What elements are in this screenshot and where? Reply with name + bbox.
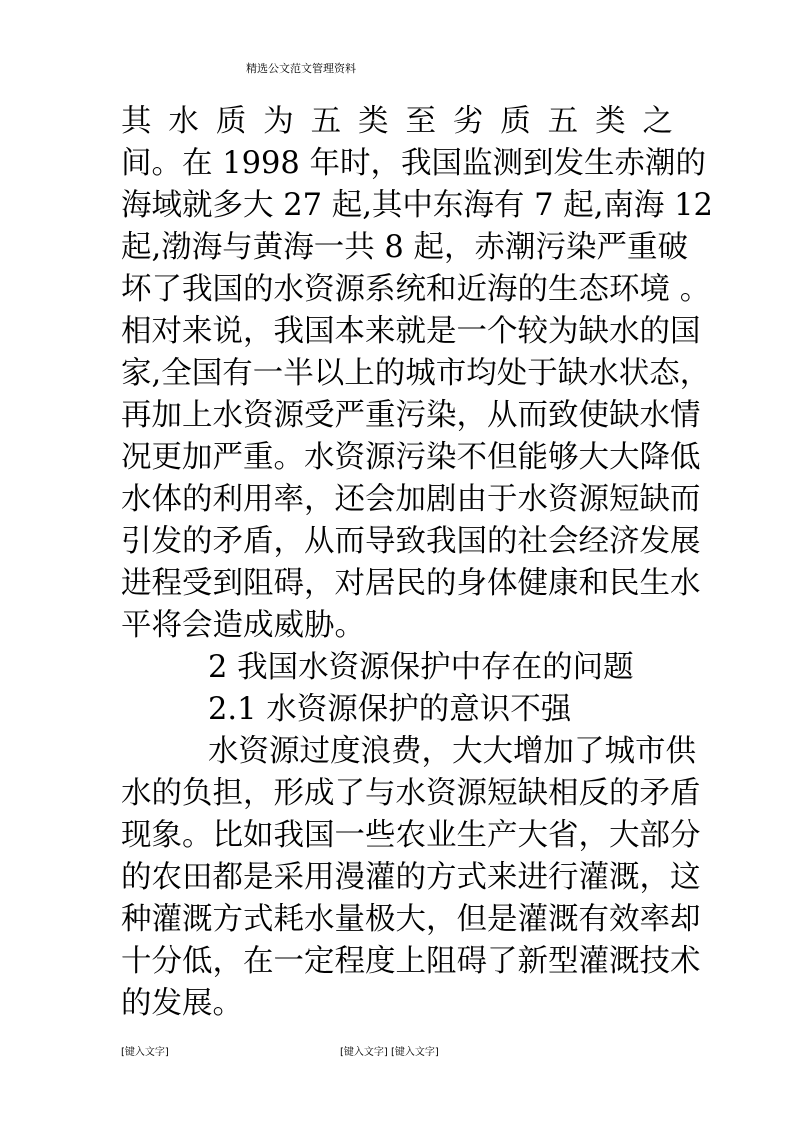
section-heading: 2 我国水资源保护中存在的问题 xyxy=(208,650,634,685)
text-line: 况更加严重。水资源污染不但能够大大降低 xyxy=(121,440,701,475)
text-line: 家,全国有一半以上的城市均处于缺水状态， xyxy=(121,356,711,391)
text-line: 平将会造成威胁。 xyxy=(121,608,365,643)
first-line-char: 其 xyxy=(121,104,152,139)
text-line: 坏了我国的水资源系统和近海的生态环境 。 xyxy=(121,272,711,307)
document-body xyxy=(121,101,713,1025)
text-line: 水资源过度浪费，大大增加了城市供 xyxy=(208,734,696,769)
text-line: 间。在 1998 年时，我国监测到发生赤潮的 xyxy=(121,146,707,181)
text-line: 水的负担，形成了与水资源短缺相反的矛盾 xyxy=(121,776,701,811)
text-line: 相对来说，我国本来就是一个较为缺水的国 xyxy=(121,314,701,349)
text-line: 现象。比如我国一些农业生产大省，大部分 xyxy=(121,818,701,853)
first-line-char: 水 xyxy=(168,104,199,139)
first-line-char: 劣 xyxy=(452,104,484,139)
first-line-char: 之 xyxy=(642,104,673,139)
first-line-char: 为 xyxy=(263,104,294,139)
page-header: 精选公文范文管理资料 xyxy=(246,62,356,75)
first-line-char: 至 xyxy=(405,104,436,139)
first-line-char: 质 xyxy=(500,104,531,139)
text-line: 进程受到阻碍，对居民的身体健康和民生水 xyxy=(121,566,701,601)
text-line: 再加上水资源受严重污染，从而致使缺水情 xyxy=(121,398,701,433)
first-line xyxy=(121,101,673,143)
first-line-char: 五 xyxy=(547,104,579,139)
text-line: 起,渤海与黄海一共 8 起，赤潮污染严重破 xyxy=(121,230,688,265)
text-line: 的农田都是采用漫灌的方式来进行灌溉，这 xyxy=(121,860,701,895)
first-line-char: 类 xyxy=(358,104,389,139)
first-line-char: 类 xyxy=(595,104,626,139)
text-line: 十分低，在一定程度上阻碍了新型灌溉技术 xyxy=(121,944,701,979)
text-line: 海域就多大 27 起,其中东海有 7 起,南海 12 xyxy=(121,188,713,223)
first-line-char: 五 xyxy=(310,104,342,139)
footer-middle: [键入文字] [键入文字] xyxy=(340,1047,439,1058)
first-line-char: 质 xyxy=(215,104,247,139)
subsection-heading: 2.1 水资源保护的意识不强 xyxy=(208,692,572,727)
text-line: 水体的利用率，还会加剧由于水资源短缺而 xyxy=(121,482,701,517)
text-line: 的发展。 xyxy=(121,986,243,1021)
text-line: 种灌溉方式耗水量极大，但是灌溉有效率却 xyxy=(121,902,701,937)
footer-left: [键入文字] xyxy=(121,1047,169,1058)
text-line: 引发的矛盾，从而导致我国的社会经济发展 xyxy=(121,524,701,559)
